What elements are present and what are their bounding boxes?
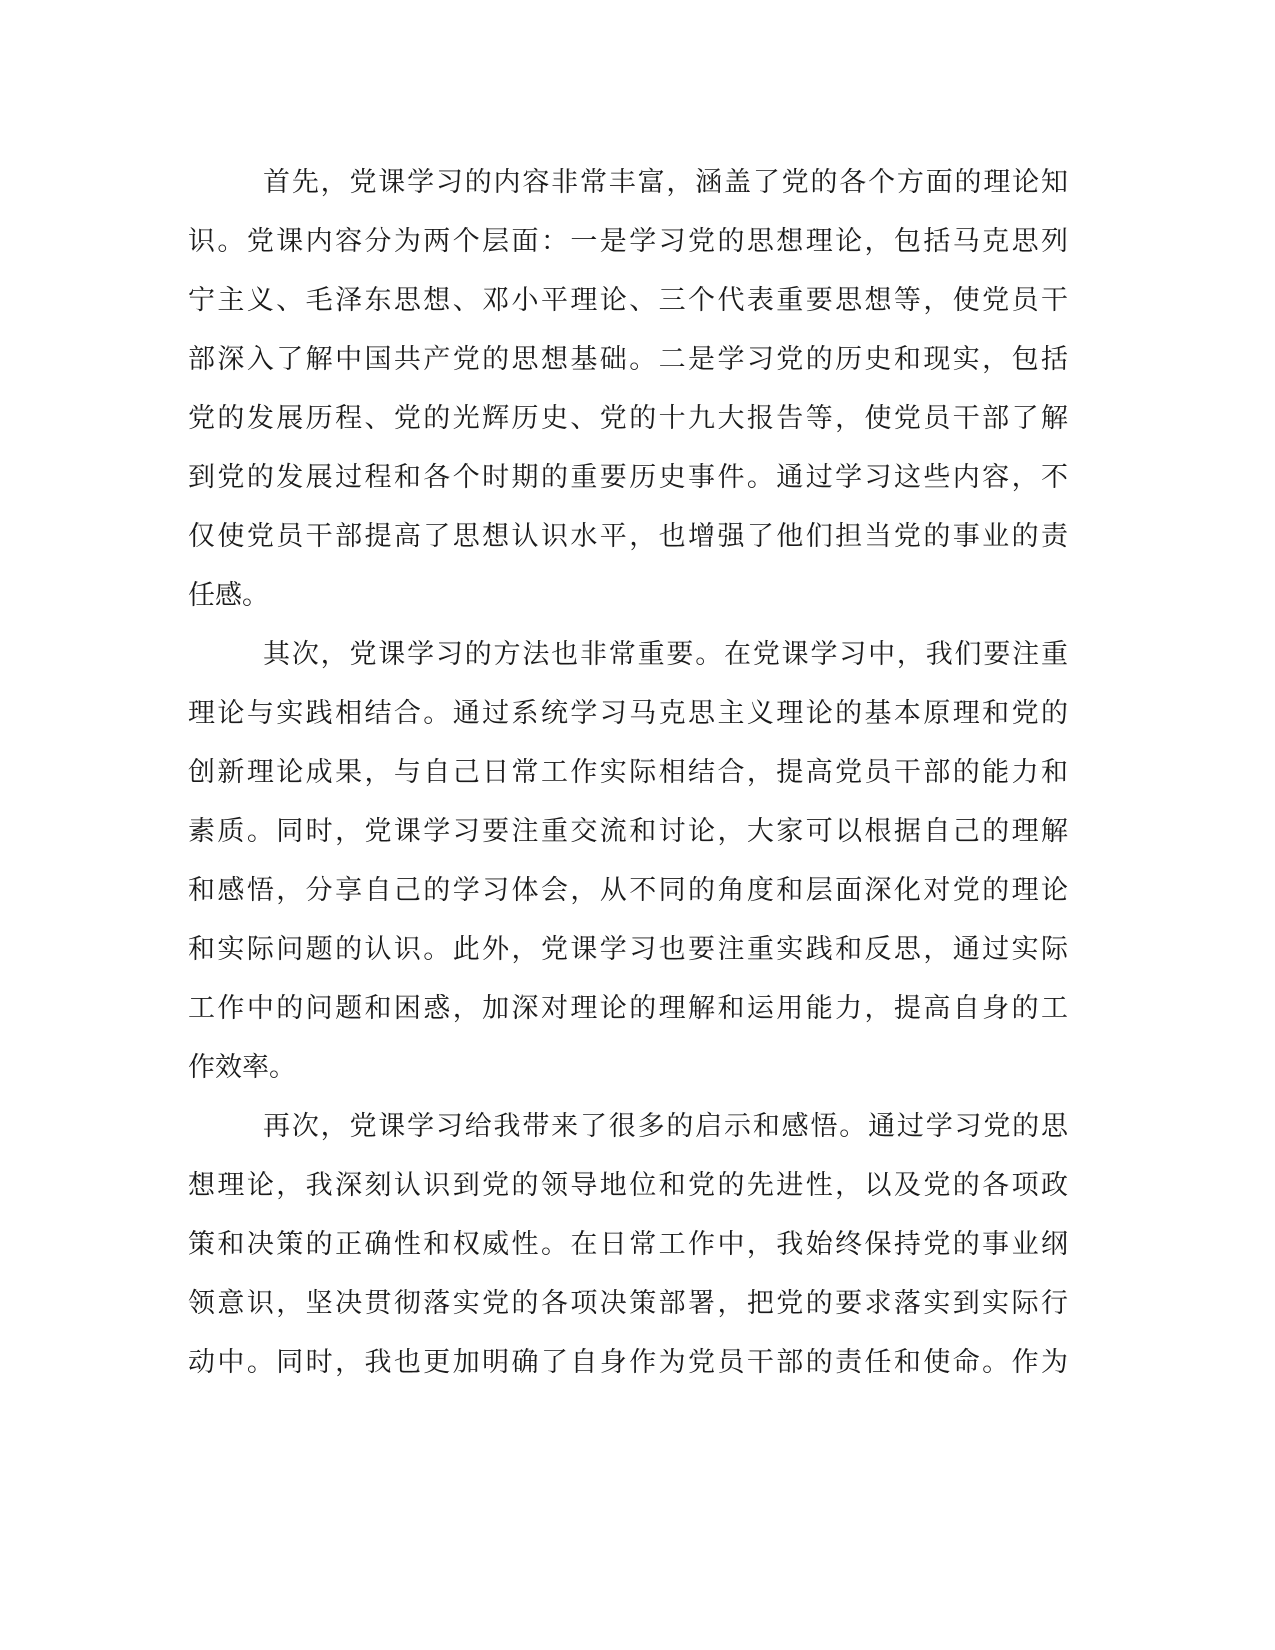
- paragraph-line: 动中。同时，我也更加明确了自身作为党员干部的责任和使命。作为: [188, 1347, 1068, 1378]
- paragraph-line: 宁主义、毛泽东思想、邓小平理论、三个代表重要思想等，使党员干: [188, 285, 1068, 316]
- paragraph-line: 再次，党课学习给我带来了很多的启示和感悟。通过学习党的思: [263, 1111, 1068, 1142]
- paragraph-line: 识。党课内容分为两个层面：一是学习党的思想理论，包括马克思列: [188, 226, 1068, 257]
- paragraph-line: 理论与实践相结合。通过系统学习马克思主义理论的基本原理和党的: [188, 698, 1068, 729]
- paragraph-line: 其次，党课学习的方法也非常重要。在党课学习中，我们要注重: [263, 639, 1068, 670]
- paragraph-line: 工作中的问题和困惑，加深对理论的理解和运用能力，提高自身的工: [188, 993, 1068, 1024]
- paragraph-line: 素质。同时，党课学习要注重交流和讨论，大家可以根据自己的理解: [188, 816, 1068, 847]
- paragraph-line: 党的发展历程、党的光辉历史、党的十九大报告等，使党员干部了解: [188, 403, 1068, 434]
- paragraph-line: 策和决策的正确性和权威性。在日常工作中，我始终保持党的事业纲: [188, 1229, 1068, 1260]
- paragraph-line: 任感。: [188, 580, 269, 611]
- paragraph-line: 作效率。: [188, 1052, 296, 1083]
- paragraph-line: 和感悟，分享自己的学习体会，从不同的角度和层面深化对党的理论: [188, 875, 1068, 906]
- paragraph-line: 部深入了解中国共产党的思想基础。二是学习党的历史和现实，包括: [188, 344, 1068, 375]
- paragraph-line: 领意识，坚决贯彻落实党的各项决策部署，把党的要求落实到实际行: [188, 1288, 1068, 1319]
- paragraph-line: 到党的发展过程和各个时期的重要历史事件。通过学习这些内容，不: [188, 462, 1068, 493]
- paragraph-line: 首先，党课学习的内容非常丰富，涵盖了党的各个方面的理论知: [263, 167, 1068, 198]
- paragraph-line: 创新理论成果，与自己日常工作实际相结合，提高党员干部的能力和: [188, 757, 1068, 788]
- paragraph-line: 仅使党员干部提高了思想认识水平，也增强了他们担当党的事业的责: [188, 521, 1068, 552]
- paragraph-line: 和实际问题的认识。此外，党课学习也要注重实践和反思，通过实际: [188, 934, 1068, 965]
- paragraph-line: 想理论，我深刻认识到党的领导地位和党的先进性，以及党的各项政: [188, 1170, 1068, 1201]
